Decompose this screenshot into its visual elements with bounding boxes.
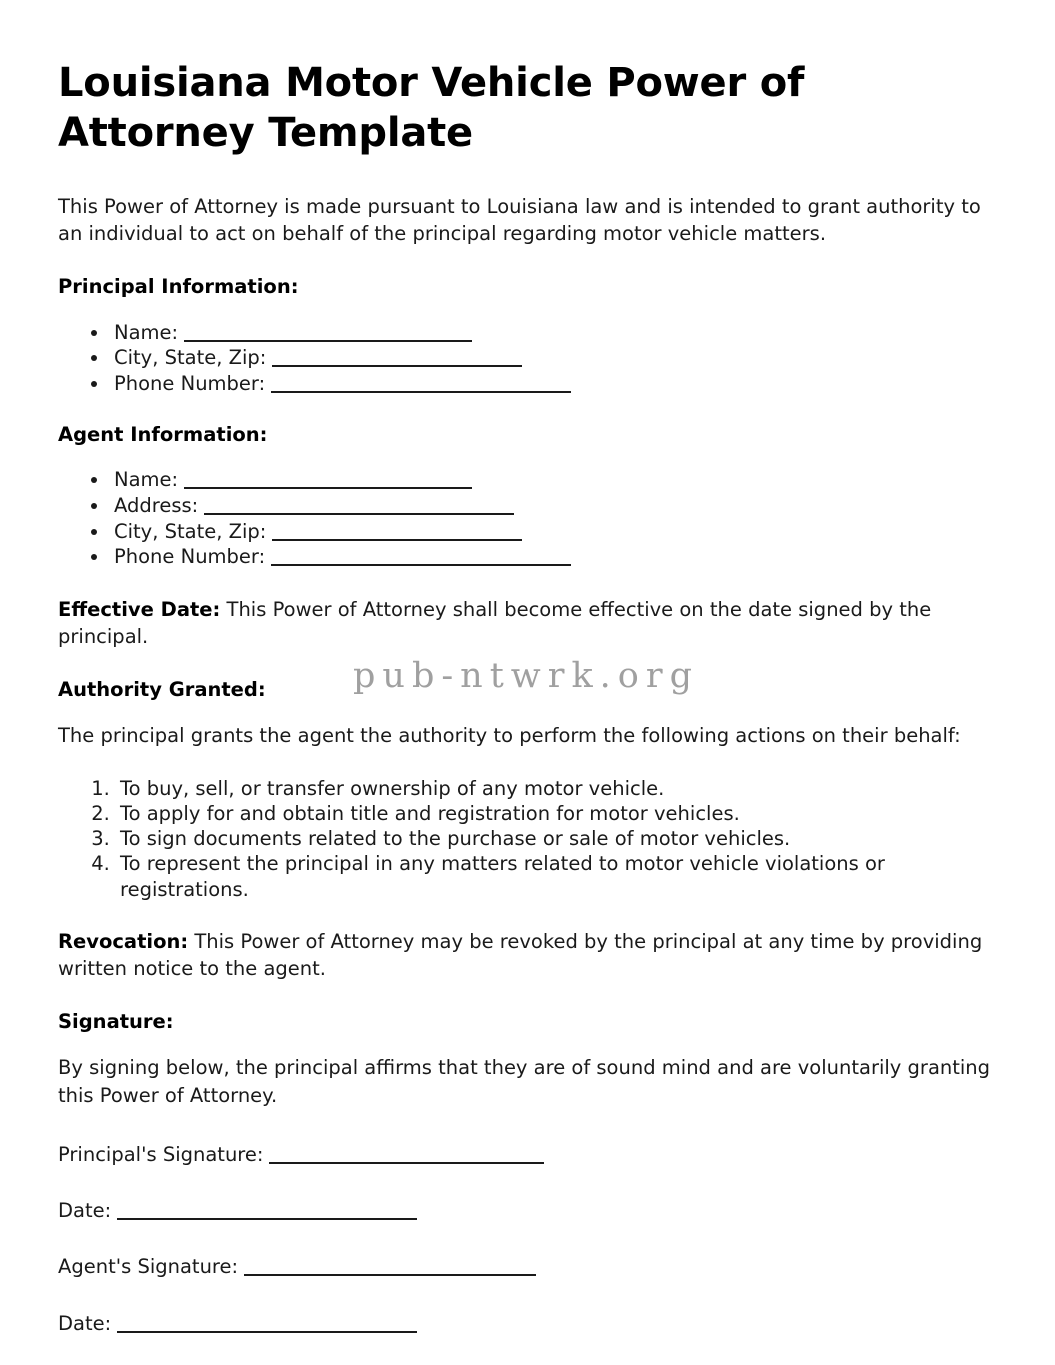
signature-heading: Signature: [58,1010,174,1034]
field-label-agent-name: Name: [114,468,179,492]
list-item: 2. To apply for and obtain title and registration for motor vehicles. [116,801,980,826]
revocation-paragraph [58,928,1000,983]
list-item: 4. To represent the principal in any matters related to motor vehicle violations or registrations. [116,851,980,901]
agent-name-input[interactable] [184,474,472,489]
field-label-principal-phone: Phone Number: [114,371,266,395]
field-label-principal-city-state-zip: City, State, Zip: [114,346,267,370]
intro-paragraph: This Power of Attorney is made pursuant to Louisiana law and is intended to grant authority to an individual to act on behalf of the principal regarding motor vehicle matters. [58,194,981,246]
agent-date-input[interactable] [117,1318,417,1333]
authority-granted-heading: Authority Granted: [58,677,266,701]
principal-information-fields [58,320,1000,397]
field-label-principal-name: Name: [114,320,179,344]
principal-date-label: Date: [58,1199,112,1223]
principal-signature-input[interactable] [269,1149,544,1164]
list-item: 1. To buy, sell, or transfer ownership of any motor vehicle. [116,776,980,801]
agent-signature-label: Agent's Signature: [58,1255,239,1279]
watermark-text: pub-ntwrk.org [353,656,700,696]
list-item [110,345,1000,371]
principal-date-input[interactable] [117,1205,417,1220]
signature-statement: By signing below, the principal affirms that they are of sound mind and are voluntarily granting this Power of Attorney. [58,1056,991,1108]
effective-date-label: Effective Date: [58,597,221,621]
field-label-agent-address: Address: [114,493,199,517]
principal-phone-input[interactable] [271,378,571,393]
revocation-label: Revocation: [58,929,189,953]
list-item [110,320,1000,346]
agent-phone-input[interactable] [271,551,571,566]
agent-date-row [58,1311,1000,1337]
principal-name-input[interactable] [184,327,472,342]
agent-city-state-zip-input[interactable] [272,526,522,541]
agent-signature-input[interactable] [244,1261,536,1276]
agent-address-input[interactable] [204,500,514,515]
authority-granted-intro: The principal grants the agent the authority to perform the following actions on their behalf: [58,724,961,748]
list-item [110,544,1000,570]
agent-information-heading: Agent Information: [58,423,268,447]
agent-information-fields [58,467,1000,569]
agent-date-label: Date: [58,1311,112,1335]
principal-information-heading: Principal Information: [58,275,299,299]
revocation-text: This Power of Attorney may be revoked by the principal at any time by providing written notice to the agent. [58,929,983,981]
list-item [110,493,1000,519]
principal-signature-row [58,1142,1000,1168]
field-label-agent-city-state-zip: City, State, Zip: [114,519,267,543]
effective-date-paragraph [58,596,1000,651]
list-item [110,467,1000,493]
principal-date-row [58,1198,1000,1224]
list-item [110,371,1000,397]
effective-date-text: This Power of Attorney shall become effective on the date signed by the principal. [58,597,932,649]
principal-signature-label: Principal's Signature: [58,1142,264,1166]
authority-granted-list [58,776,1000,902]
list-item: 3. To sign documents related to the purchase or sale of motor vehicles. [116,826,980,851]
agent-signature-row [58,1254,1000,1280]
list-item [110,519,1000,545]
principal-city-state-zip-input[interactable] [272,352,522,367]
page-title: Louisiana Motor Vehicle Power of Attorney Template [58,60,805,157]
field-label-agent-phone: Phone Number: [114,545,266,569]
